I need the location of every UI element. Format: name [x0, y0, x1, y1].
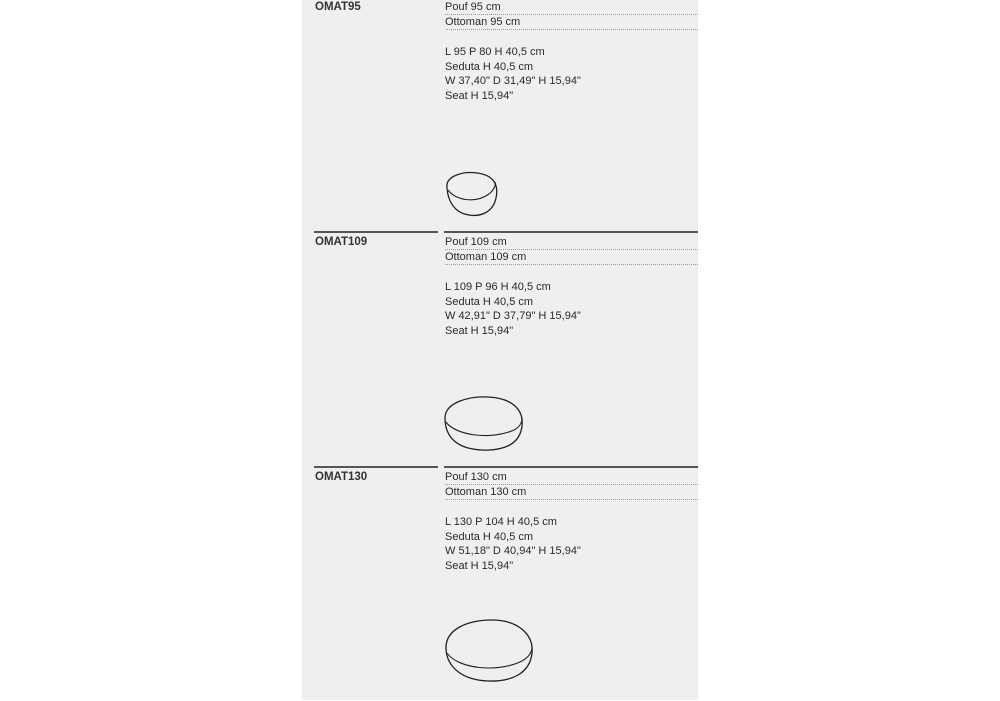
- dim-line: Seduta H 40,5 cm: [445, 295, 534, 308]
- dim-line: Seat H 15,94": [445, 90, 514, 103]
- dim-line: Seduta H 40,5 cm: [445, 530, 534, 543]
- pouf-drawing: [443, 170, 503, 220]
- divider: [314, 231, 438, 233]
- catalog-panel: [302, 0, 698, 700]
- dimensions: [445, 280, 581, 339]
- product-name-en: Ottoman 109 cm: [445, 250, 698, 265]
- dim-line: W 37,40" D 31,49" H 15,94": [445, 75, 581, 88]
- pouf-drawing: [442, 394, 528, 456]
- divider: [444, 231, 698, 233]
- dimensions: [445, 45, 581, 104]
- product-name-it: Pouf 109 cm: [445, 235, 698, 250]
- divider: [444, 466, 698, 468]
- divider: [314, 466, 438, 468]
- product-code: OMAT109: [315, 236, 368, 248]
- pouf-drawing: [442, 617, 538, 687]
- dim-line: Seat H 15,94": [445, 560, 514, 573]
- dim-line: Seat H 15,94": [445, 325, 514, 338]
- product-name-it: Pouf 130 cm: [445, 470, 698, 485]
- dim-line: L 95 P 80 H 40,5 cm: [445, 46, 545, 58]
- product-section-omat109: [302, 231, 698, 466]
- dim-line: W 42,91" D 37,79" H 15,94": [445, 310, 581, 323]
- dim-line: L 109 P 96 H 40,5 cm: [445, 281, 551, 293]
- dim-line: L 130 P 104 H 40,5 cm: [445, 516, 557, 528]
- dim-line: W 51,18" D 40,94" H 15,94": [445, 545, 581, 558]
- product-name-en: Ottoman 95 cm: [445, 15, 698, 30]
- product-code: OMAT130: [315, 471, 368, 483]
- dim-line: Seduta H 40,5 cm: [445, 60, 534, 73]
- product-section-omat95: [302, 0, 698, 231]
- product-name-it: Pouf 95 cm: [445, 0, 698, 15]
- product-code: OMAT95: [315, 1, 361, 13]
- product-section-omat130: [302, 466, 698, 701]
- dimensions: [445, 515, 581, 574]
- product-name-en: Ottoman 130 cm: [445, 485, 698, 500]
